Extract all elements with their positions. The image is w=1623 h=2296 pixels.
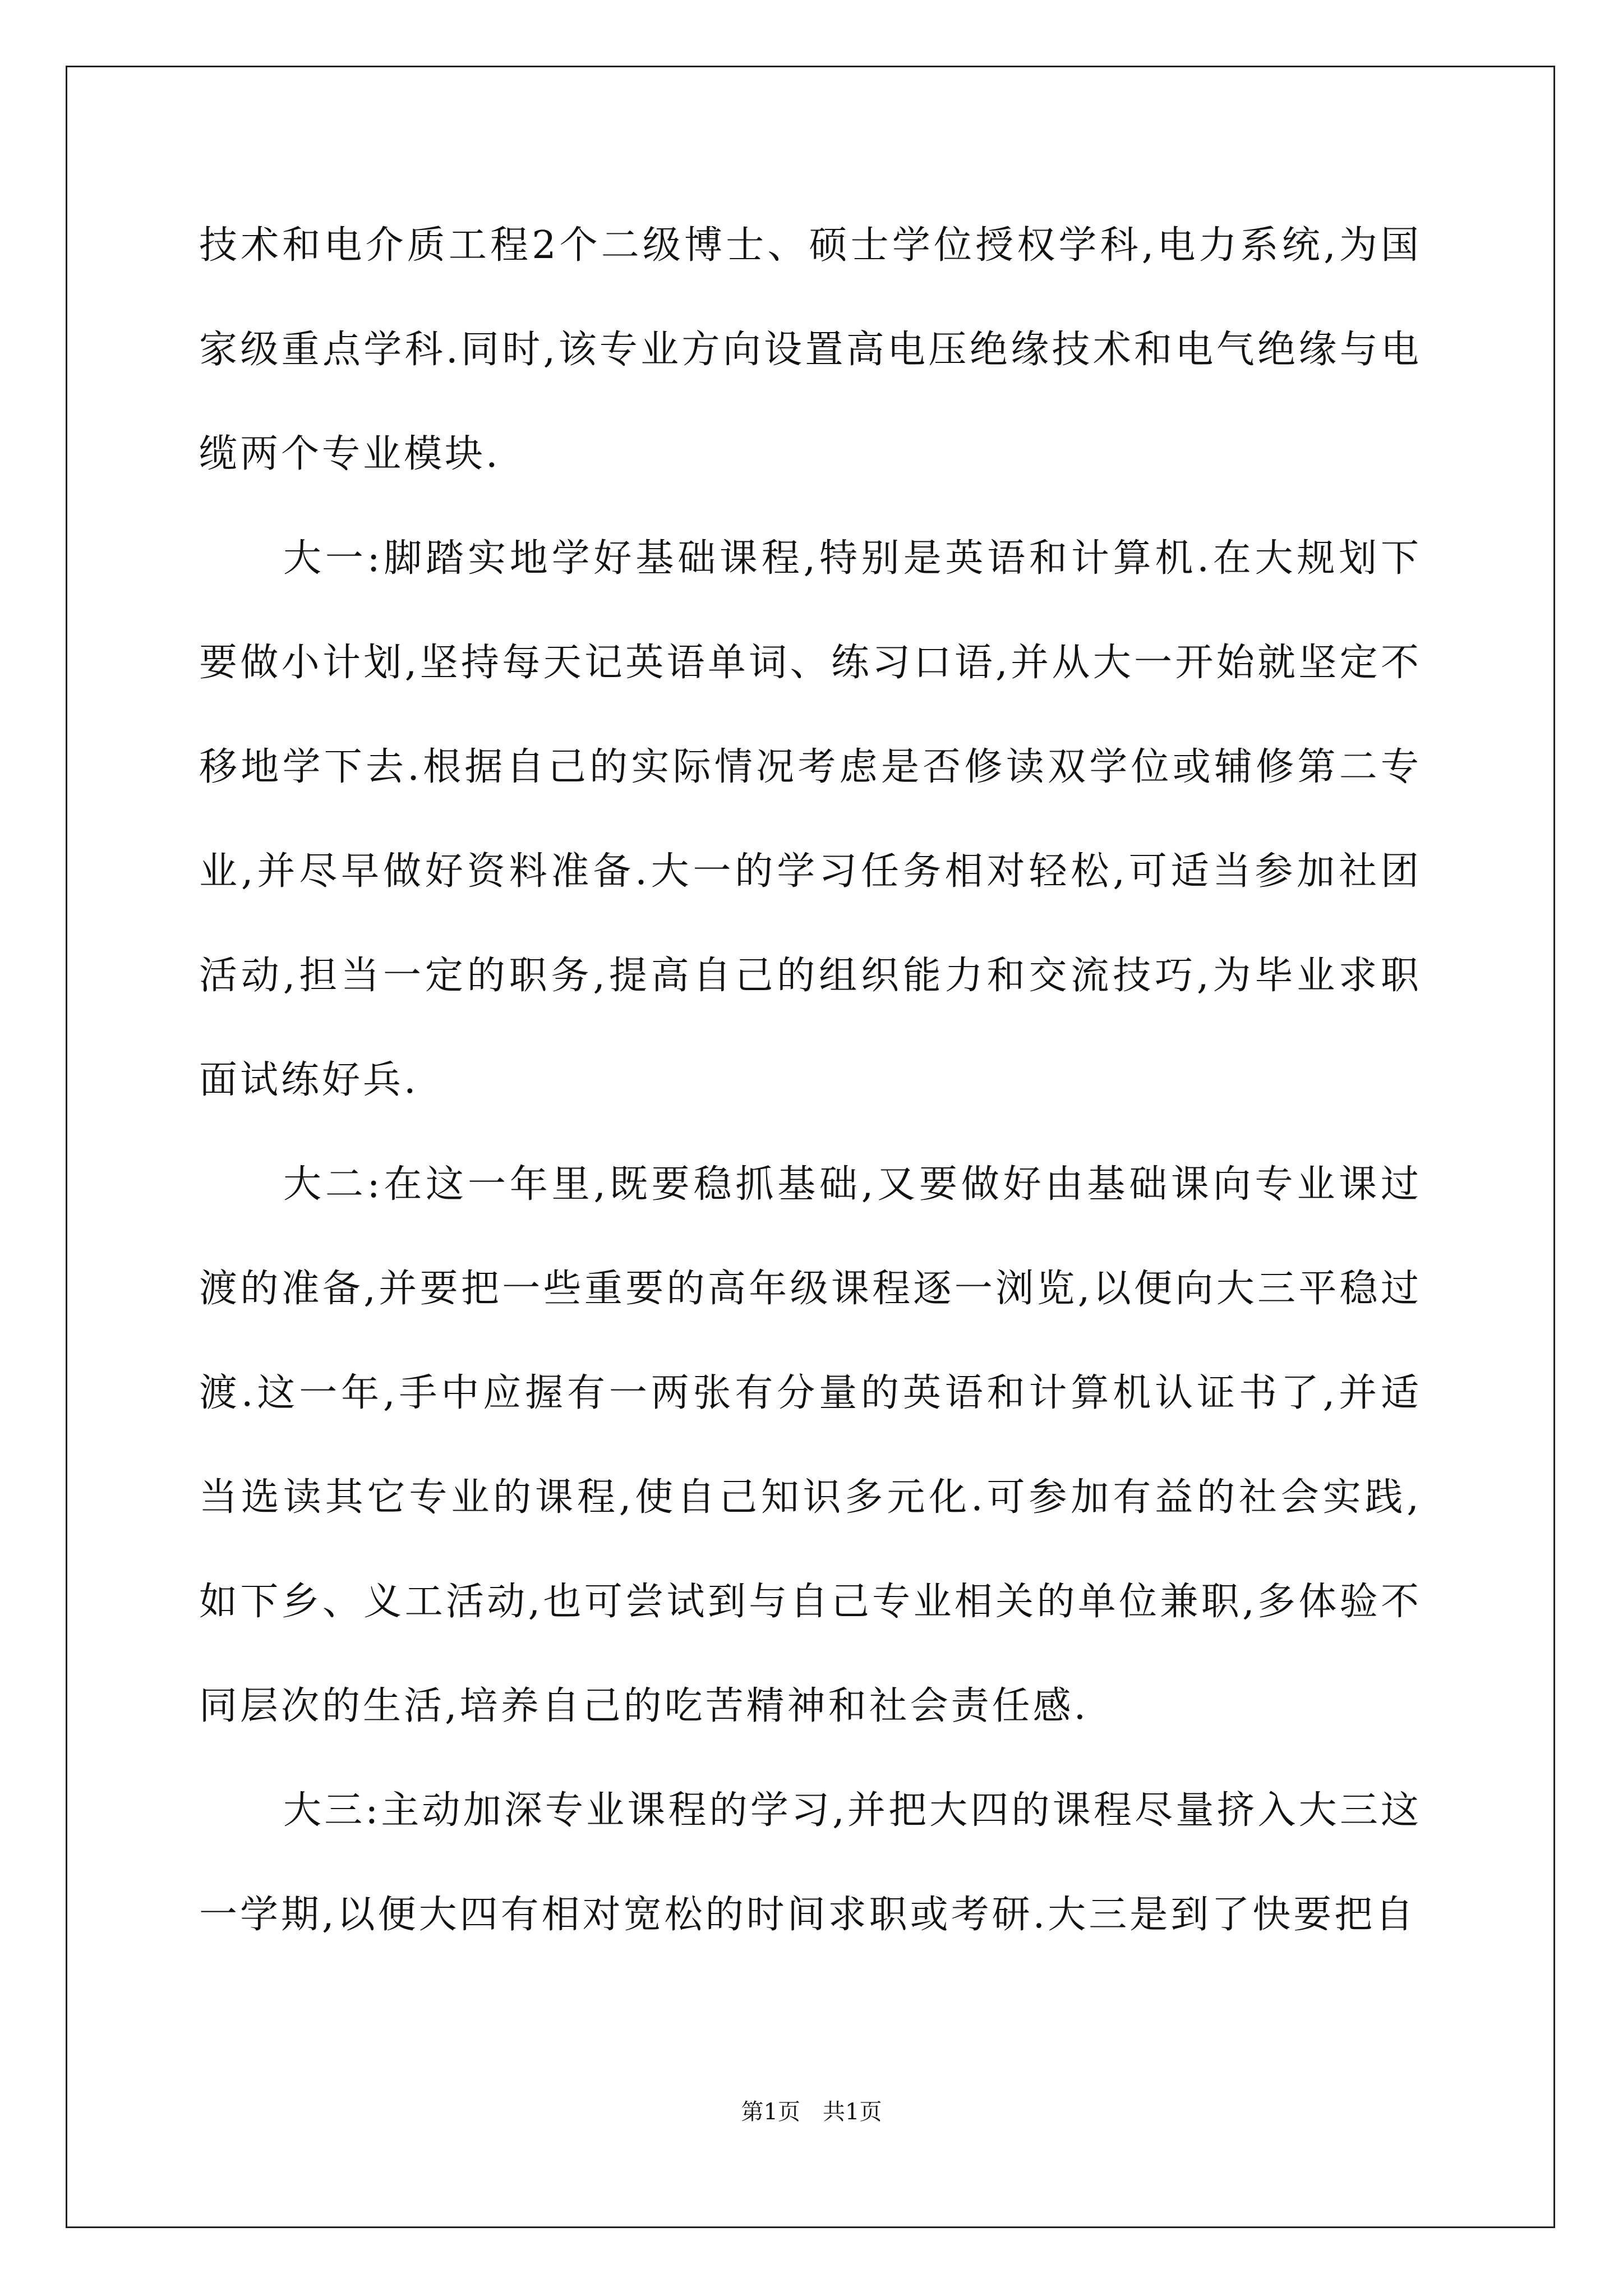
paragraph-3: 大二:在这一年里,既要稳抓基础,又要做好由基础课向专业课过渡的准备,并要把一些重要的高年级课程逐一浏览,以便向大三平稳过渡.这一年,手中应握有一两张有分量的英语和计算机认证书了,并适当选读其它专业的课程,使自己知识多元化.可参加有益的社会实践,如下乡、义工活动,也可尝试到与自己专业相关的单位兼职,多体验不同层次的生活,培养自己的吃苦精神和社会责任感.	[199, 1162, 1422, 1728]
paragraph-4: 大三:主动加深专业课程的学习,并把大四的课程尽量挤入大三这一学期,以便大四有相对宽松的时间求职或考研.大三是到了快要把自	[199, 1788, 1422, 1937]
document-body	[199, 194, 1422, 1967]
paragraph-2: 大一:脚踏实地学好基础课程,特别是英语和计算机.在大规划下要做小计划,坚持每天记英语单词、练习口语,并从大一开始就坚定不移地学下去.根据自己的实际情况考虑是否修读双学位或辅修第二专业,并尽早做好资料准备.大一的学习任务相对轻松,可适当参加社团活动,担当一定的职务,提高自己的组织能力和交流技巧,为毕业求职面试练好兵.	[199, 536, 1422, 1102]
paragraph-1: 技术和电介质工程2个二级博士、硕士学位授权学科,电力系统,为国家级重点学科.同时,该专业方向设置高电压绝缘技术和电气绝缘与电缆两个专业模块.	[199, 223, 1422, 476]
page-number-footer: 第1页 共1页	[741, 2099, 882, 2125]
